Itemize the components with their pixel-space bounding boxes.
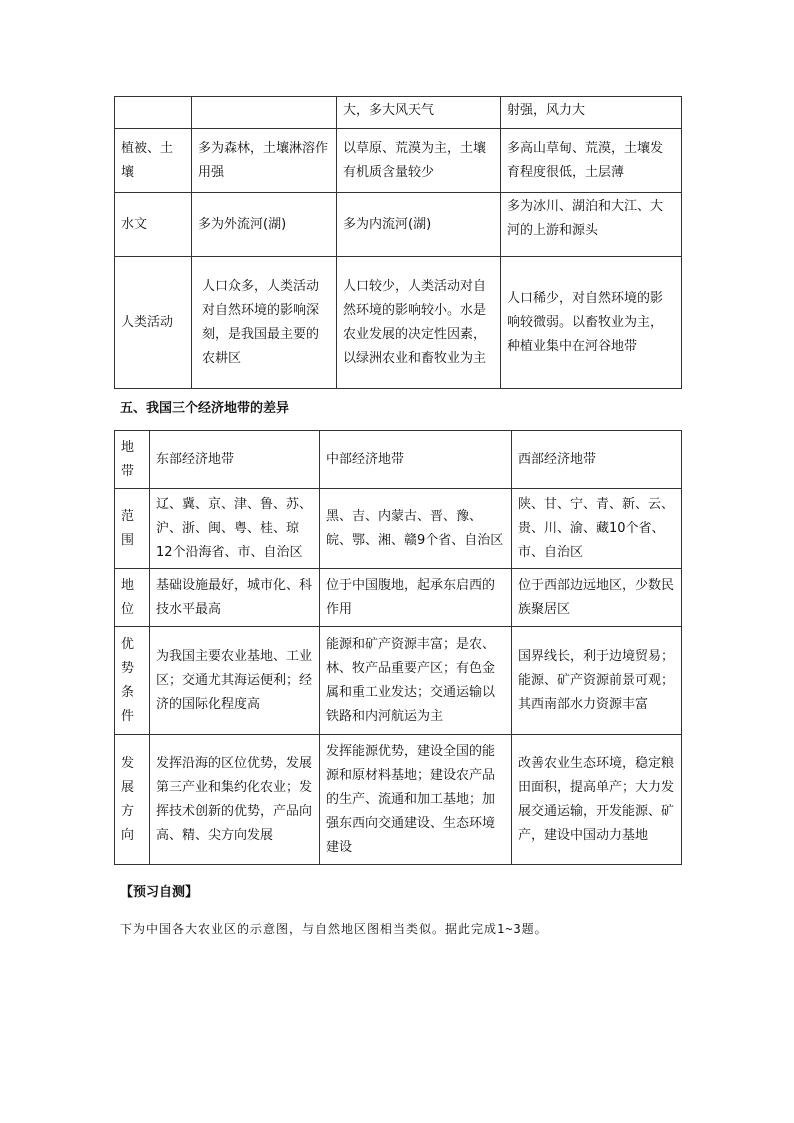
section-title: 五、我国三个经济地带的差异	[120, 401, 290, 416]
table-row	[115, 627, 682, 735]
row-label: 人类活动	[115, 257, 192, 389]
table-header-row	[115, 431, 682, 489]
table-cell: 发挥能源优势，建设全国的能源和原材料基地；建设农产品的生产、流通和加工基地；加强东西向交通建设、生态环境建设	[320, 735, 512, 865]
table-cell: 大，多大风天气	[337, 97, 501, 129]
table-cell: 位于中国腹地，起承东启西的作用	[320, 569, 512, 627]
table-cell: 能源和矿产资源丰富；是农、林、牧产品重要产区；有色金属和重工业发达；交通运输以铁路和内河航运为主	[320, 627, 512, 735]
table-cell: 陕、甘、宁、青、新、云、贵、川、渝、藏10个省、市、自治区	[512, 489, 682, 569]
table-row	[115, 569, 682, 627]
table-cell: 多为内流河(湖)	[337, 193, 501, 257]
table-row	[115, 193, 682, 257]
header-cell: 东部经济地带	[150, 431, 320, 489]
table-row	[115, 97, 682, 129]
table-row	[115, 257, 682, 389]
table-cell: 多为森林，土壤淋溶作用强	[192, 129, 337, 193]
table-cell: 改善农业生态环境，稳定粮田面积，提高单产；大力发展交通运输，开发能源、矿产，建设中国动力基地	[512, 735, 682, 865]
table-cell: 为我国主要农业基地、工业区；交通尤其海运便利；经济的国际化程度高	[150, 627, 320, 735]
preview-text: 下为中国各大农业区的示意图，与自然地区图相当类似。据此完成1~3题。	[120, 922, 548, 936]
table-cell: 多高山草甸、荒漠，土壤发育程度很低，土层薄	[501, 129, 682, 193]
row-label: 范围	[115, 489, 150, 569]
table-cell: 射强，风力大	[501, 97, 682, 129]
table-cell	[115, 97, 192, 129]
row-label: 优势条件	[115, 627, 150, 735]
header-cell: 西部经济地带	[512, 431, 682, 489]
preview-title: 【预习自测】	[120, 885, 199, 900]
table-row	[115, 735, 682, 865]
natural-regions-table	[114, 96, 682, 389]
row-label: 地位	[115, 569, 150, 627]
row-label: 植被、土壤	[115, 129, 192, 193]
table-row	[115, 129, 682, 193]
economic-zones-table	[114, 430, 682, 865]
header-cell: 中部经济地带	[320, 431, 512, 489]
table-cell: 多为冰川、湖泊和大江、大河的上游和源头	[501, 193, 682, 257]
row-label: 发展方向	[115, 735, 150, 865]
table-cell: 国界线长，利于边境贸易；能源、矿产资源前景可观；其西南部水力资源丰富	[512, 627, 682, 735]
table-row	[115, 489, 682, 569]
table-cell: 辽、冀、京、津、鲁、苏、沪、浙、闽、粤、桂、琼12个沿海省、市、自治区	[150, 489, 320, 569]
table-cell: 发挥沿海的区位优势，发展第三产业和集约化农业；发挥技术创新的优势，产品向高、精、尖方向发展	[150, 735, 320, 865]
table-cell: 黑、吉、内蒙古、晋、豫、皖、鄂、湘、赣9个省、自治区	[320, 489, 512, 569]
table-cell: 多为外流河(湖)	[192, 193, 337, 257]
table-cell: 基础设施最好，城市化、科技水平最高	[150, 569, 320, 627]
table-cell: 位于西部边远地区，少数民族聚居区	[512, 569, 682, 627]
table-cell: 人口众多，人类活动对自然环境的影响深刻，是我国最主要的农耕区	[192, 257, 337, 389]
table-cell: 人口较少，人类活动对自然环境的影响较小。水是农业发展的决定性因素，以绿洲农业和畜牧业为主	[337, 257, 501, 389]
table-cell: 人口稀少，对自然环境的影响较微弱。以畜牧业为主，种植业集中在河谷地带	[501, 257, 682, 389]
table-cell: 以草原、荒漠为主，土壤有机质含量较少	[337, 129, 501, 193]
table-cell	[192, 97, 337, 129]
row-label: 水文	[115, 193, 192, 257]
header-cell: 地带	[115, 431, 150, 489]
